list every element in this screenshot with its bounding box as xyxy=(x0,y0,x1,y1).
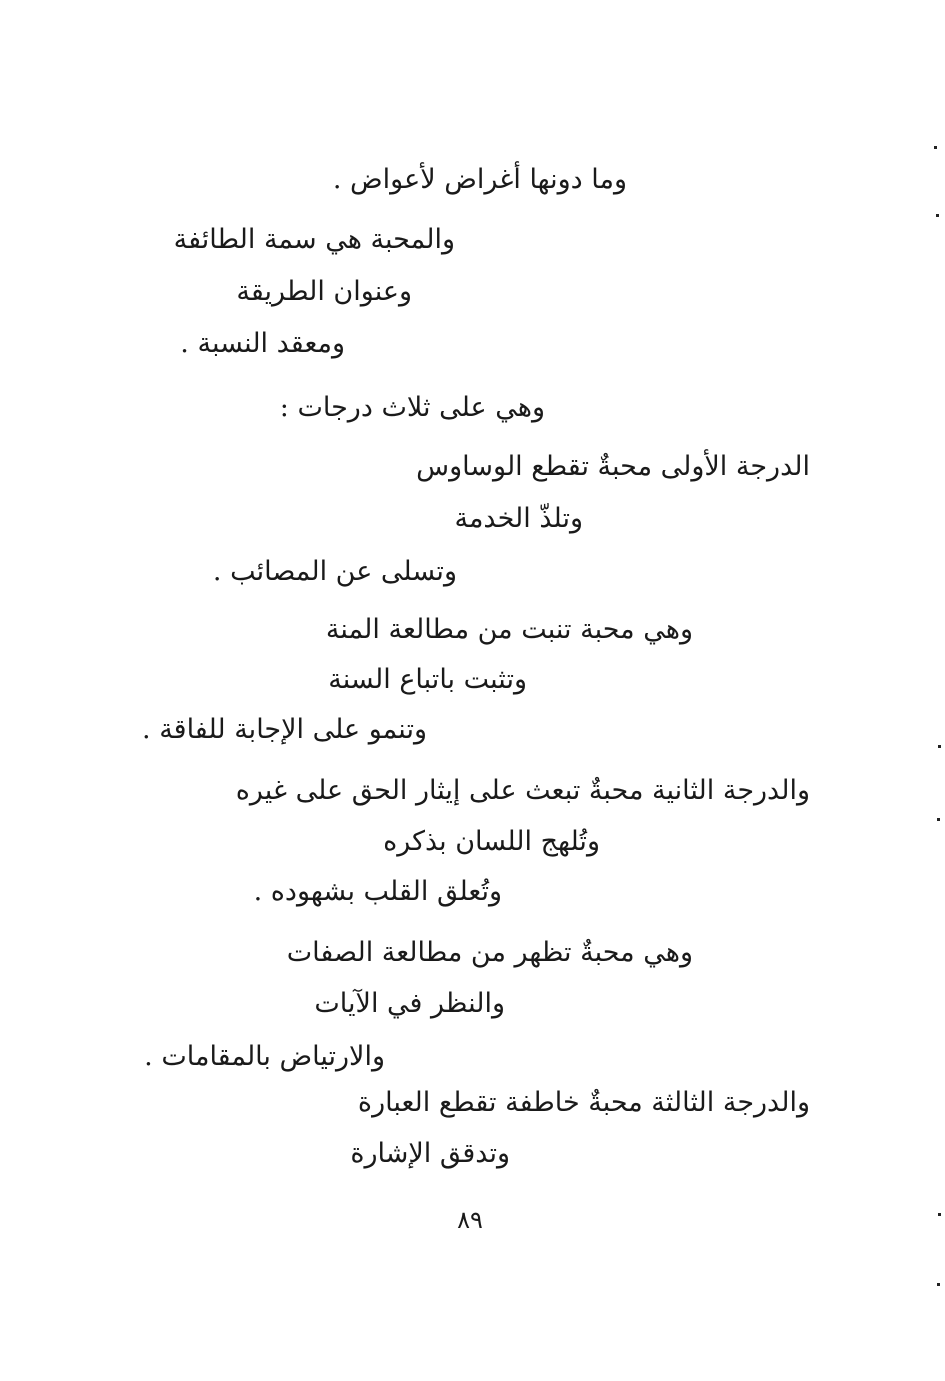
text-line: وتثبت باتباع السنة xyxy=(328,664,527,695)
text-line: والدرجة الثانية محبةٌ تبعث على إيثار الحق على غيره xyxy=(235,775,810,806)
text-line: وتلذّ الخدمة xyxy=(454,503,583,534)
text-line: والارتياض بالمقامات . xyxy=(144,1041,385,1072)
text-line: الدرجة الأولى محبةٌ تقطع الوساوس xyxy=(416,451,810,482)
text-line: والدرجة الثالثة محبةٌ خاطفة تقطع العبارة xyxy=(357,1087,810,1118)
text-line: وتُعلق القلب بشهوده . xyxy=(253,876,502,907)
scan-speck xyxy=(937,818,940,821)
text-line: والنظر في الآيات xyxy=(314,988,505,1019)
scan-speck xyxy=(938,1213,941,1216)
text-line: وعنوان الطريقة xyxy=(236,276,412,307)
text-line: وتسلى عن المصائب . xyxy=(212,556,457,587)
text-line: وما دونها أغراض لأعواض . xyxy=(332,164,627,195)
text-line: وهي محبةٌ تظهر من مطالعة الصفات xyxy=(286,937,693,968)
text-line: وهي على ثلاث درجات : xyxy=(279,392,545,423)
page-number: ٨٩ xyxy=(457,1206,483,1234)
text-line: وتدقق الإشارة xyxy=(350,1138,510,1169)
scan-speck xyxy=(936,214,939,217)
text-line: والمحبة هي سمة الطائفة xyxy=(173,224,455,255)
scan-speck xyxy=(937,1283,940,1286)
text-line: وتُلهج اللسان بذكره xyxy=(383,826,600,857)
scan-speck xyxy=(938,745,941,748)
text-line: ومعقد النسبة . xyxy=(180,328,345,359)
text-line: وهي محبة تنبت من مطالعة المنة xyxy=(325,614,693,645)
text-line: وتنمو على الإجابة للفاقة . xyxy=(142,714,427,745)
scan-speck xyxy=(934,146,937,149)
